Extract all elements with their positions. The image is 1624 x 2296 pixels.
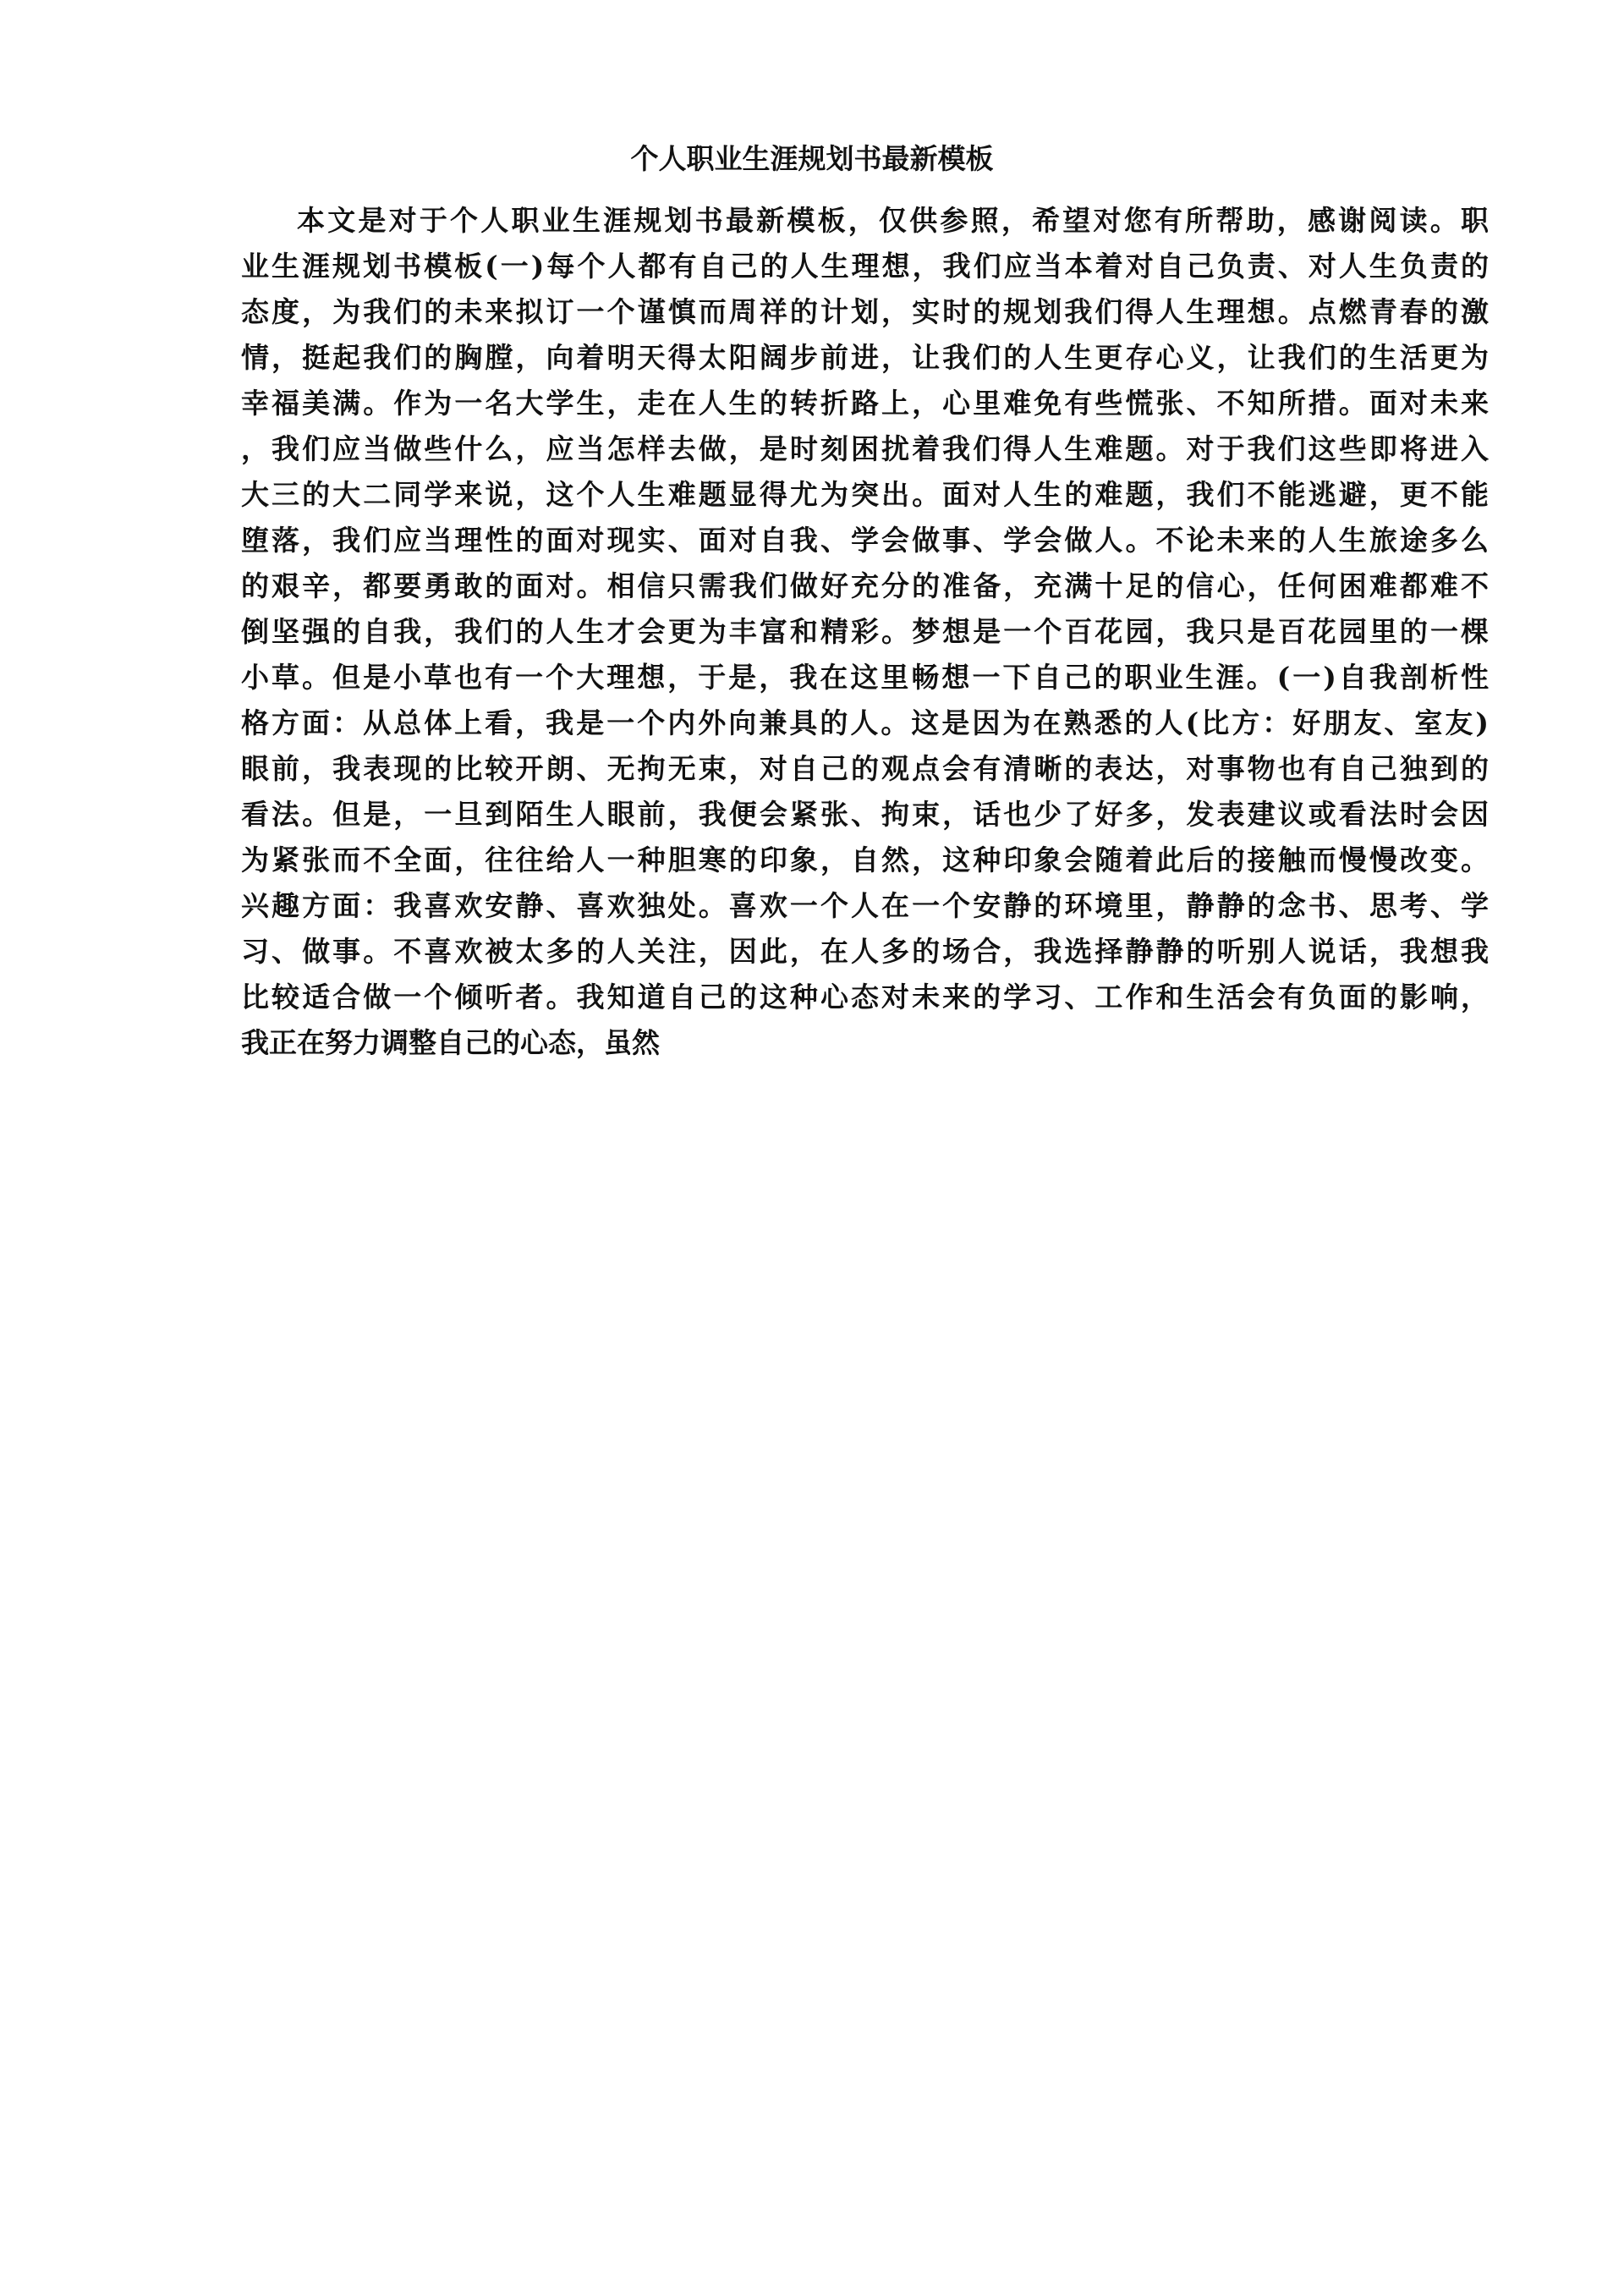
paragraph-line: 倒坚强的自我，我们的人生才会更为丰富和精彩。梦想是一个百花园，我只是百花园里的一棵: [241, 615, 1489, 648]
paragraph-line: 情，挺起我们的胸膛，向着明天得太阳阔步前进，让我们的人生更存心义，让我们的生活更为: [241, 341, 1489, 374]
paragraph-line: 看法。但是，一旦到陌生人眼前，我便会紧张、拘束，话也少了好多，发表建议或看法时会因: [241, 798, 1489, 831]
paragraph-line: 我正在努力调整自己的心态，虽然: [241, 1026, 660, 1059]
paragraph-line: ，我们应当做些什么，应当怎样去做，是时刻困扰着我们得人生难题。对于我们这些即将进入: [241, 432, 1489, 465]
document-title: 个人职业生涯规划书最新模板: [630, 142, 994, 175]
paragraph-line: 小草。但是小草也有一个大理想，于是，我在这里畅想一下自己的职业生涯。(一)自我剖析性: [241, 661, 1489, 694]
paragraph-line: 本文是对于个人职业生涯规划书最新模板，仅供参照，希望对您有所帮助，感谢阅读。职: [297, 204, 1489, 237]
paragraph-line: 兴趣方面：我喜欢安静、喜欢独处。喜欢一个人在一个安静的环境里，静静的念书、思考、学: [241, 889, 1489, 922]
paragraph-line: 业生涯规划书模板(一)每个人都有自己的人生理想，我们应当本着对自己负责、对人生负责的: [241, 250, 1489, 283]
paragraph-line: 眼前，我表现的比较开朗、无拘无束，对自己的观点会有清晰的表达，对事物也有自己独到的: [241, 752, 1489, 785]
paragraph-line: 堕落，我们应当理性的面对现实、面对自我、学会做事、学会做人。不论未来的人生旅途多么: [241, 524, 1489, 557]
paragraph-line: 比较适合做一个倾听者。我知道自己的这种心态对未来的学习、工作和生活会有负面的影响，: [241, 980, 1489, 1013]
paragraph-line: 习、做事。不喜欢被太多的人关注，因此，在人多的场合，我选择静静的听别人说话，我想我: [241, 935, 1489, 968]
paragraph-line: 大三的大二同学来说，这个人生难题显得尤为突出。面对人生的难题，我们不能逃避，更不能: [241, 478, 1489, 511]
paragraph-line: 的艰辛，都要勇敢的面对。相信只需我们做好充分的准备，充满十足的信心，任何困难都难不: [241, 569, 1489, 602]
paragraph-line: 格方面：从总体上看，我是一个内外向兼具的人。这是因为在熟悉的人(比方：好朋友、室友): [241, 706, 1489, 739]
document-body: [241, 198, 1489, 1066]
paragraph-line: 态度，为我们的未来拟订一个谨慎而周祥的计划，实时的规划我们得人生理想。点燃青春的激: [241, 295, 1489, 328]
paragraph-line: 幸福美满。作为一名大学生，走在人生的转折路上，心里难免有些慌张、不知所措。面对未来: [241, 387, 1489, 420]
paragraph-line: 为紧张而不全面，往往给人一种胆寒的印象，自然，这种印象会随着此后的接触而慢慢改变。: [241, 843, 1489, 876]
